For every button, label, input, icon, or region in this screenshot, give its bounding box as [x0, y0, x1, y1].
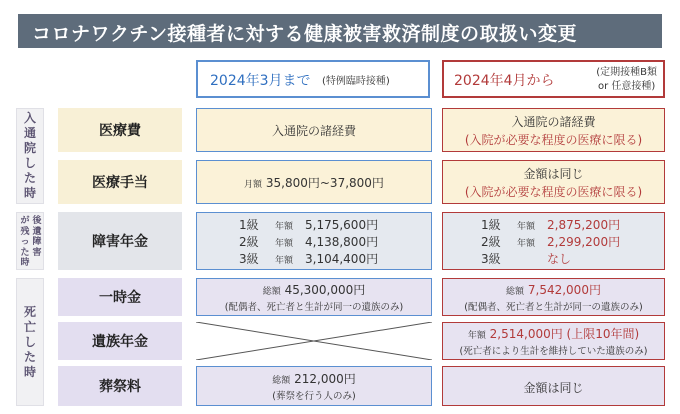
cell-medical-allowance-old	[196, 160, 432, 204]
cell-note: (配偶者、死亡者と生計が同一の遺族のみ)	[464, 302, 643, 313]
cell-note: (葬祭を行う人のみ)	[272, 391, 356, 402]
cell-lump-sum-old	[196, 278, 432, 316]
grade-row: 1級 年額 2,875,200円	[481, 218, 621, 232]
title-bar	[18, 14, 662, 48]
cell-funeral-old	[196, 366, 432, 406]
side-char: た	[23, 171, 36, 185]
cell-disability-pension-old	[196, 212, 432, 270]
header-old-sub: (特例臨時接種)	[322, 76, 390, 87]
side-char: 入	[23, 111, 36, 125]
cell-note: (配偶者、死亡者と生計が同一の遺族のみ)	[224, 302, 404, 313]
side-char: し	[23, 335, 36, 349]
cell-text: 2,514,000円 (上限10年間)	[489, 327, 640, 341]
side-char: 亡	[23, 320, 36, 334]
cell-note: (入院が必要な程度の医療に限る)	[464, 133, 643, 147]
side-char: 障	[32, 237, 42, 247]
page-title: コロナワクチン接種者に対する健康被害救済制度の取扱い変更	[32, 23, 578, 45]
cross-out-icon	[196, 322, 432, 360]
side-char: 遺	[32, 226, 42, 237]
side-char: 後	[32, 216, 42, 226]
side-group-disability	[16, 212, 44, 270]
grade-row: 2級 年額 4,138,800円	[239, 235, 379, 249]
cell-text: 入通院の諸経費	[271, 124, 356, 138]
header-new-sub-line2: or 任意接種)	[597, 81, 656, 92]
side-char: 時	[20, 258, 30, 268]
header-new-sub-line1: (定期接種B類	[596, 67, 657, 78]
side-char: 時	[23, 365, 36, 379]
total-prefix: 総額	[506, 287, 525, 297]
row-label-disability-pension: 障害年金	[58, 212, 182, 270]
header-new-period	[442, 60, 665, 98]
side-group-hospital	[16, 108, 44, 204]
header-old-main: 2024年3月まで	[210, 73, 311, 89]
cell-text: 金額は同じ	[523, 167, 584, 181]
row-label-lump-sum: 一時金	[58, 278, 182, 316]
cell-note: (入院が必要な程度の医療に限る)	[464, 185, 643, 199]
side-char: 残	[20, 226, 30, 237]
side-char: 通	[23, 126, 36, 140]
cell-medical-cost-new	[442, 108, 665, 152]
total-prefix: 総額	[262, 287, 281, 297]
row-label-funeral: 葬祭料	[58, 366, 182, 406]
cell-note: (死亡者により生計を維持していた遺族のみ)	[459, 346, 648, 357]
total-prefix: 総額	[272, 376, 291, 386]
grade-row: 3級 年額 3,104,400円	[239, 252, 379, 266]
cell-survivor-pension-new	[442, 322, 665, 360]
side-group-death	[16, 278, 44, 406]
cell-text: 入通院の諸経費	[511, 115, 596, 129]
annual-prefix: 年額	[467, 331, 486, 341]
side-char: 時	[23, 186, 36, 200]
cell-funeral-new	[442, 366, 665, 406]
header-old-period	[196, 60, 430, 98]
row-label-survivor-pension: 遺族年金	[58, 322, 182, 360]
cell-text: 7,542,000円	[527, 283, 601, 297]
grade-row: 3級 なし	[481, 252, 572, 266]
cell-medical-cost-old	[196, 108, 432, 152]
monthly-prefix: 月額	[244, 180, 263, 190]
side-char: た	[20, 247, 30, 258]
cell-text: 45,300,000円	[284, 283, 366, 297]
row-label-medical-allowance: 医療手当	[58, 160, 182, 204]
cell-text: 金額は同じ	[523, 381, 584, 395]
side-char: 死	[23, 305, 36, 319]
cell-lump-sum-new	[442, 278, 665, 316]
cell-text: 35,800円~37,800円	[265, 176, 384, 190]
grade-row: 2級 年額 2,299,200円	[481, 235, 621, 249]
grade-row: 1級 年額 5,175,600円	[239, 218, 379, 232]
side-char: た	[23, 350, 36, 364]
cell-medical-allowance-new	[442, 160, 665, 204]
side-char: が	[20, 216, 30, 226]
side-char: 院	[23, 141, 36, 155]
side-char: 害	[32, 247, 42, 258]
side-char: っ	[20, 237, 30, 247]
header-new-sub	[596, 66, 657, 94]
side-char: し	[23, 156, 36, 170]
cell-survivor-pension-old-empty	[196, 322, 432, 360]
row-label-medical-cost: 医療費	[58, 108, 182, 152]
cell-text: 212,000円	[294, 372, 356, 386]
cell-disability-pension-new	[442, 212, 665, 270]
header-new-main: 2024年4月から	[454, 73, 555, 89]
